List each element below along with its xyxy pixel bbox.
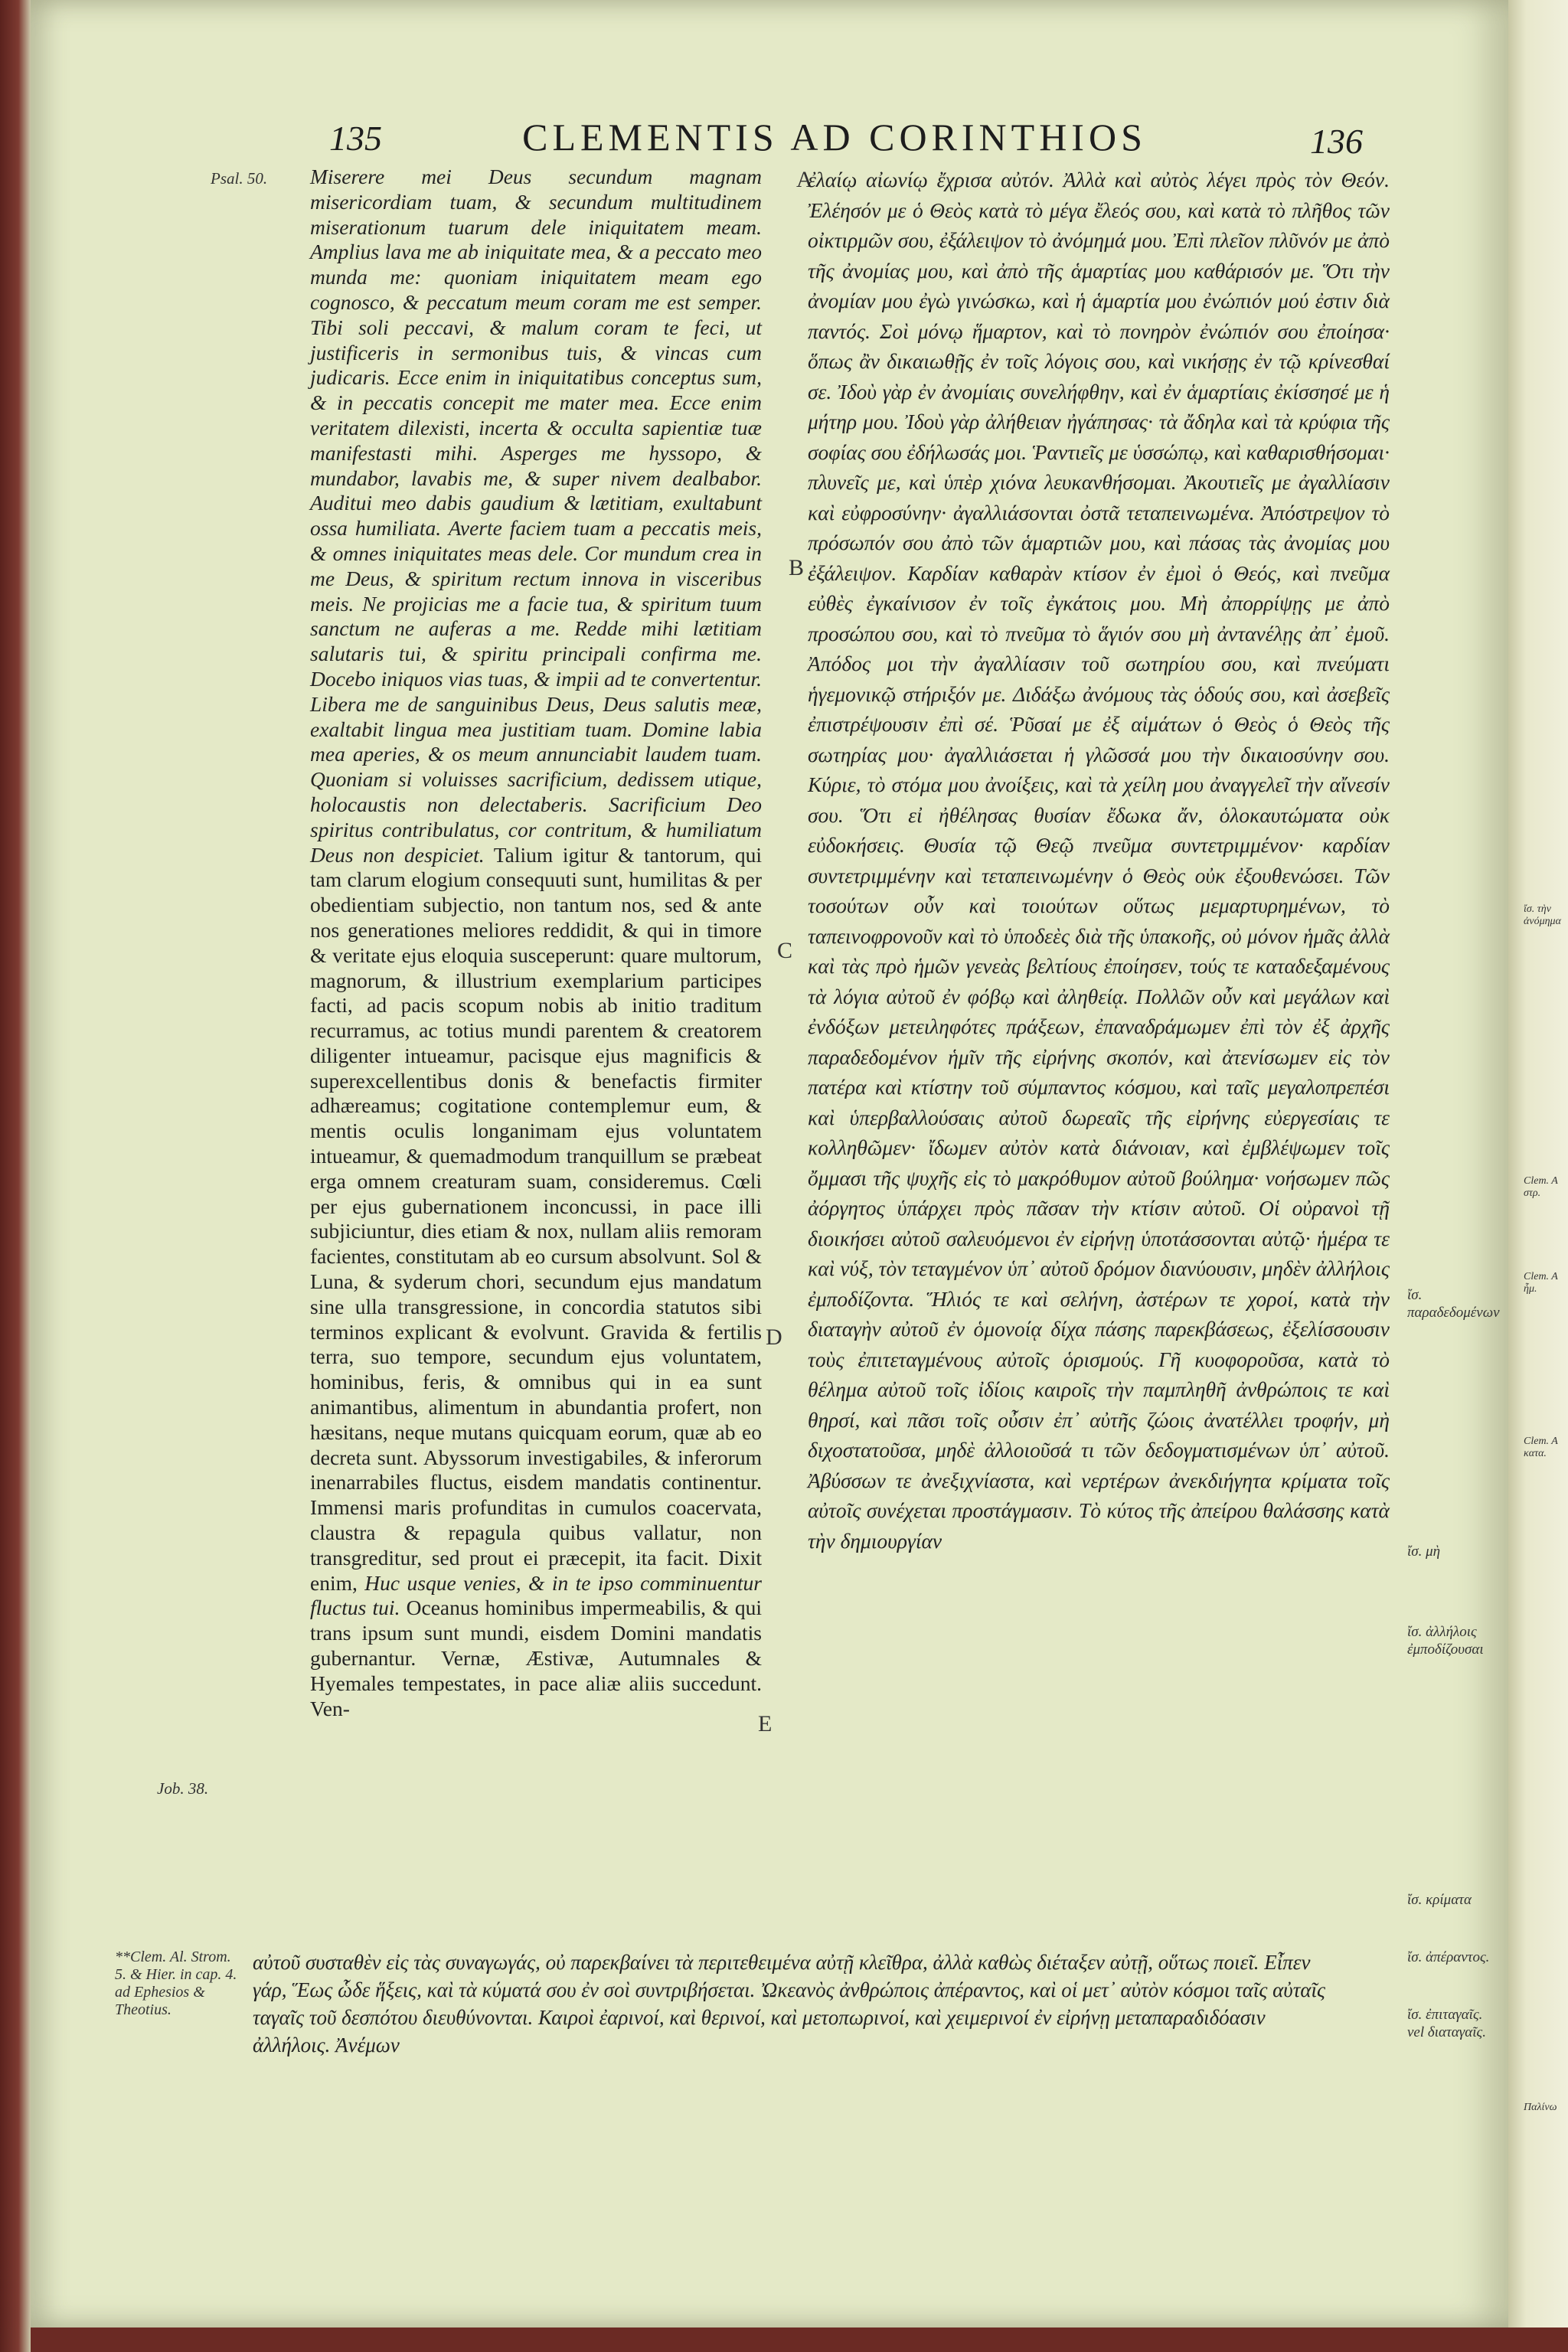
- margin-note-clement: **Clem. Al. Strom. 5. & Hier. in cap. 4. ad Ephesios & Theotius.: [115, 1949, 237, 2018]
- facing-page-note-5: Παλίνω: [1524, 2102, 1557, 2113]
- margin-note-job: Job. 38.: [157, 1779, 209, 1798]
- facing-page-note-4: Clem. A κατα.: [1524, 1436, 1558, 1459]
- latin-column: [310, 165, 762, 1721]
- margin-note-psalm: Psal. 50.: [211, 169, 268, 188]
- latin-body-text-2: Oceanus hominibus impermeabilis, & qui trans ipsum sunt mundi, eisdem Domini mandatis gubernantur. Vernæ, Æstivæ, Autumnales & Hyemales tempestates, in pace aliæ aliis succedunt. Ven-: [310, 1596, 762, 1720]
- latin-psalm-text: Miserere mei Deus secundum magnam misericordiam tuam, & secundum multitudinem miserationum tuarum dele iniquitatem meam. Amplius lava me ab iniquitate mea, & a peccato meo munda me: quoniam iniquitatem meam ego cognosco, & peccatum meum coram me est semper. Tibi soli peccavi, & malum coram te feci, ut justificeris in sermonibus tuis, & vincas cum judicaris. Ecce enim in iniquitatibus conceptus sum, & in peccatis concepit me mater mea. Ecce enim veritatem dilexisti, incerta & occulta sapientiæ tuæ manifestasti mihi. Asperges me hyssopo, & mundabor, lavabis me, & super nivem dealbabor. Auditui meo dabis gaudium & lætitiam, exultabunt ossa humiliata. Averte faciem tuam a peccatis meis, & omnes iniquitates meas dele. Cor mundum crea in me Deus, & spiritum rectum innova in visceribus meis. Ne projicias me a facie tua, & spiritum tuum sanctum ne auferas a me. Redde mihi lætitiam salutaris tui, & spiritu principali confirma me. Docebo iniquos vias tuas, & impii ad te convertentur. Libera me de sanguinibus Deus, Deus salutis meæ, exaltabit lingua mea justitiam tuam. Domine labia mea aperies, & os meum annunciabit laudem tuam. Quoniam si voluisses sacrificium, dedissem utique, holocaustis non delectaberis. Sacrificium Deo spiritus contribulatus, cor contritum, & humiliatum Deus non despiciet.: [310, 165, 762, 867]
- section-letter-d: D: [766, 1325, 782, 1350]
- latin-body-text-1: Talium igitur & tantorum, qui tam clarum elogium consequuti sunt, humilitas & per obedientiam subjectio, non tantum nos, sed & ante nos generationes meliores reddidit, & qui in timore & veritate ejus eloquia susceperunt: quare multorum, magnorum, & illustrium exemplarium participes facti, ad pacis scopum nobis ab initio traditum recurramus, ac totius mundi parentem & creatorem diligenter intueamur, pacisque ejus magnificis & superexcellentibus donis & benefactis firmiter adhæreamus; cogitatione contemplemur eum, & mentis oculis longanimam ejus voluntatem intueamur, & quemadmodum tranquillum se præbeat erga omnem creaturam suam, consideremus. Cœli per ejus gubernationem inconcussi, in pace illi subjiciuntur, dies etiam & nox, nullam aliis remoram facientes, constitutam ab eo cursum absolvunt. Sol & Luna, & syderum chori, secundum ejus mandatum sine ulla transgressione, in concordia statutos sibi terminos explicant & evolvunt. Gravida & fertilis terra, suo tempore, secundum ejus voluntatem, hominibus, feris, & omnibus qui in ea sunt animantibus, alimentum in abundantia profert, non hæsitans, neque mutans quicquam eorum, quæ ab eo decreta sunt. Abyssorum investigabiles, & inferorum inenarrabiles fluctus, eisdem mandatis continentur. Immensi maris profunditas in cumulos coacervata, claustra & repagula quibus vallatur, non transgreditur, sed prout ei præcepit, ita facit. Dixit enim,: [310, 842, 762, 1595]
- section-letter-e: E: [758, 1711, 773, 1736]
- book-spine: [0, 0, 31, 2352]
- page-number-left: 135: [329, 119, 382, 158]
- margin-variant-2: ἴσ. μὴ: [1407, 1544, 1441, 1560]
- margin-variant-4: ἴσ. κρίματα: [1407, 1892, 1472, 1908]
- facing-page-note-1: ἴσ. τὴν ἀνόμημα: [1524, 903, 1561, 927]
- facing-page-note-2: Clem. A στρ.: [1524, 1175, 1558, 1199]
- section-letter-a: A: [796, 167, 813, 192]
- facing-page-note-3: Clem. A ἧμ.: [1524, 1271, 1558, 1295]
- running-head: [306, 115, 1363, 168]
- greek-bottom-lines: αὐτοῦ συσταθὲν εἰς τὰς συναγωγάς, οὐ παρεκβαίνει τὰ περιτεθειμένα αὐτῇ κλεῖθρα, ἀλλὰ καθὼς διέταξεν αὐτῇ, οὕτως ποιεῖ. Εἶπεν γάρ, Ἕως ὧδε ἥξεις, καὶ τὰ κύματά σου ἐν σοὶ συντριβήσεται. Ὠκεανὸς ἀνθρώποις ἀπέραντος, καὶ οἱ μετ᾽ αὐτὸν κόσμοι ταῖς αὐταῖς ταγαῖς τοῦ δεσπότου διευθύνονται. Καιροὶ ἐαρινοί, καὶ θερινοί, καὶ μετοπωρινοί, καὶ χειμερινοί ἐν εἰρήνῃ μεταπαραδιδόασιν ἀλλήλοις. Ἀνέμων: [253, 1951, 1325, 2056]
- greek-column: ἐλαίῳ αἰωνίῳ ἔχρισα αὐτόν. Ἀλλὰ καὶ αὐτὸς λέγει πρὸς τὸν Θεόν. Ἐλέησόν με ὁ Θεὸς κατὰ τὸ μέγα ἔλεός σου, καὶ κατὰ τὸ πλῆθος τῶν οἰκτιρμῶν σου, ἐξάλειψον τὸ ἀνόμημά μου. Ἐπὶ πλεῖον πλῦνόν με ἀπὸ τῆς ἀνομίας μου, καὶ ἀπὸ τῆς ἁμαρτίας μου καθάρισόν με. Ὅτι τὴν ἀνομίαν μου ἐγὼ γινώσκω, καὶ ἡ ἁμαρτία μου ἐνώπιόν μού ἐστιν διὰ παντός. Σοὶ μόνῳ ἥμαρτον, καὶ τὸ πονηρὸν ἐνώπιόν σου ἐποίησα· ὅπως ἂν δικαιωθῇς ἐν τοῖς λόγοις σου, καὶ νικήσῃς ἐν τῷ κρίνεσθαί σε. Ἰδοὺ γὰρ ἐν ἀνομίαις συνελήφθην, καὶ ἐν ἁμαρτίαις ἐκίσσησέ με ἡ μήτηρ μου. Ἰδοὺ γὰρ ἀλήθειαν ἠγάπησας· τὰ ἄδηλα καὶ τὰ κρύφια τῆς σοφίας σου ἐδήλωσάς μοι. Ῥαντιεῖς με ὑσσώπῳ, καὶ καθαρισθήσομαι· πλυνεῖς με, καὶ ὑπὲρ χιόνα λευκανθήσομαι. Ἀκουτιεῖς με ἀγαλλίασιν καὶ εὐφροσύνην· ἀγαλλιάσονται ὀστᾶ τεταπεινωμένα. Ἀπόστρεψον τὸ πρόσωπόν σου ἀπὸ τῶν ἁμαρτιῶν μου, καὶ πάσας τὰς ἀνομίας μου ἐξάλειψον. Καρδίαν καθαρὰν κτίσον ἐν ἐμοὶ ὁ Θεός, καὶ πνεῦμα εὐθὲς ἐγκαίνισον ἐν τοῖς ἐγκάτοις μου. Μὴ ἀπορρίψῃς με ἀπὸ προσώπου σου, καὶ τὸ πνεῦμα τὸ ἅγιόν σου μὴ ἀντανέλῃς ἀπ᾽ ἐμοῦ. Ἀπόδος μοι τὴν ἀγαλλίασιν τοῦ σωτηρίου σου, καὶ πνεύματι ἡγεμονικῷ στήριξόν με. Διδάξω ἀνόμους τὰς ὁδούς σου, καὶ ἀσεβεῖς ἐπιστρέψουσιν ἐπὶ σέ. Ῥῦσαί με ἐξ αἱμάτων ὁ Θεὸς ὁ Θεὸς τῆς σωτηρίας μου· ἀγαλλιάσεται ἡ γλῶσσά μου τὴν δικαιοσύνην σου. Κύριε, τὸ στόμα μου ἀνοίξεις, καὶ τὰ χείλη μου ἀναγγελεῖ τὴν αἴνεσίν σου. Ὅτι εἰ ἠθέλησας θυσίαν ἔδωκα ἄν, ὁλοκαυτώματα οὐκ εὐδοκήσεις. Θυσία τῷ Θεῷ πνεῦμα συντετριμμένον· καρδίαν συντετριμμένην καὶ τεταπεινωμένην ὁ Θεὸς οὐκ ἐξουθενώσει. Τῶν τοσούτων οὖν καὶ τοιούτων οὕτως μεμαρτυρημένων, τὸ ταπεινοφρονοῦν καὶ τὸ ὑποδεὲς διὰ τῆς ὑπακοῆς, οὐ μόνον ἡμᾶς ἀλλὰ καὶ τὰς πρὸ ἡμῶν γενεὰς βελτίους ἐποίησεν, τούς τε καταδεξαμένους τὰ λόγια αὐτοῦ ἐν φόβῳ καὶ ἀληθείᾳ. Πολλῶν οὖν καὶ μεγάλων καὶ ἐνδόξων μετειληφότες πράξεων, ἐπαναδράμωμεν ἐπὶ τὸν ἐξ ἀρχῆς παραδεδομένον ἡμῖν τῆς εἰρήνης σκοπόν, καὶ ἀτενίσωμεν εἰς τὸν πατέρα καὶ κτίστην τοῦ σύμπαντος κόσμου, καὶ ταῖς μεγαλοπρεπέσι καὶ ὑπερβαλλούσαις αὐτοῦ δωρεαῖς τῆς εἰρήνης εὐεργεσίαις τε κολληθῶμεν· ἴδωμεν αὐτὸν κατὰ διάνοιαν, καὶ ἐμβλέψωμεν τοῖς ὄμμασι τῆς ψυχῆς εἰς τὸ μακρόθυμον αὐτοῦ βούλημα· νοήσωμεν πῶς ἀόργητος ὑπάρχει πρὸς πᾶσαν τὴν κτίσιν αὐτοῦ. Οἱ οὐρανοὶ τῇ διοικήσει αὐτοῦ σαλευόμενοι ἐν εἰρήνῃ ὑποτάσσονται αὐτῷ· ἡμέρα τε καὶ νύξ, τὸν τεταγμένον ὑπ᾽ αὐτοῦ δρόμον διανύουσιν, μηδὲν ἀλλήλοις ἐμποδίζοντα. Ἥλιός τε καὶ σελήνη, ἀστέρων τε χοροί, κατὰ τὴν διαταγὴν αὐτοῦ ἐν ὁμονοίᾳ δίχα πάσης παρεκβάσεως, ἐξελίσσουσιν τοὺς ἐπιτεταγμένους αὐτοῖς ὁρισμούς. Γῆ κυοφοροῦσα, κατὰ τὸ θέλημα αὐτοῦ τοῖς ἰδίοις καιροῖς τὴν παμπληθῆ ἀνθρώποις τε καὶ θηρσί, καὶ πᾶσι τοῖς οὖσιν ἐπ᾽ αὐτῆς ζώοις ἀνατέλλει τροφήν, μὴ διχοστατοῦσα, μηδὲ ἀλλοιοῦσά τι τῶν δεδογματισμένων ὑπ᾽ αὐτοῦ. Ἀβύσσων τε ἀνεξιχνίαστα, καὶ νερτέρων ἀνεκδιήγητα κρίματα τοῖς αὐτοῖς συνέχεται προστάγμασιν. Τὸ κύτος τῆς ἀπείρου θαλάσσης κατὰ τὴν δημιουργίαν: [808, 168, 1390, 1553]
- margin-variant-5: ἴσ. ἀπέραντος.: [1407, 1949, 1490, 1965]
- margin-variant-6: ἴσ. ἐπιταγαῖς. vel διαταγαῖς.: [1407, 2007, 1486, 2040]
- latin-job-quote: Huc usque venies, & in te ipso comminuentur fluctus tui.: [310, 1570, 763, 1620]
- page-number-right: 136: [1310, 122, 1363, 161]
- section-letter-c: C: [777, 938, 793, 963]
- margin-variant-1: ἴσ. παραδεδομένων: [1407, 1287, 1500, 1321]
- section-letter-b: B: [789, 555, 805, 580]
- page-title: CLEMENTIS AD CORINTHIOS: [522, 116, 1147, 158]
- margin-variant-3: ἴσ. ἀλλήλοις ἐμποδίζουσαι: [1407, 1624, 1484, 1658]
- book-cover-edge: [31, 2328, 1568, 2352]
